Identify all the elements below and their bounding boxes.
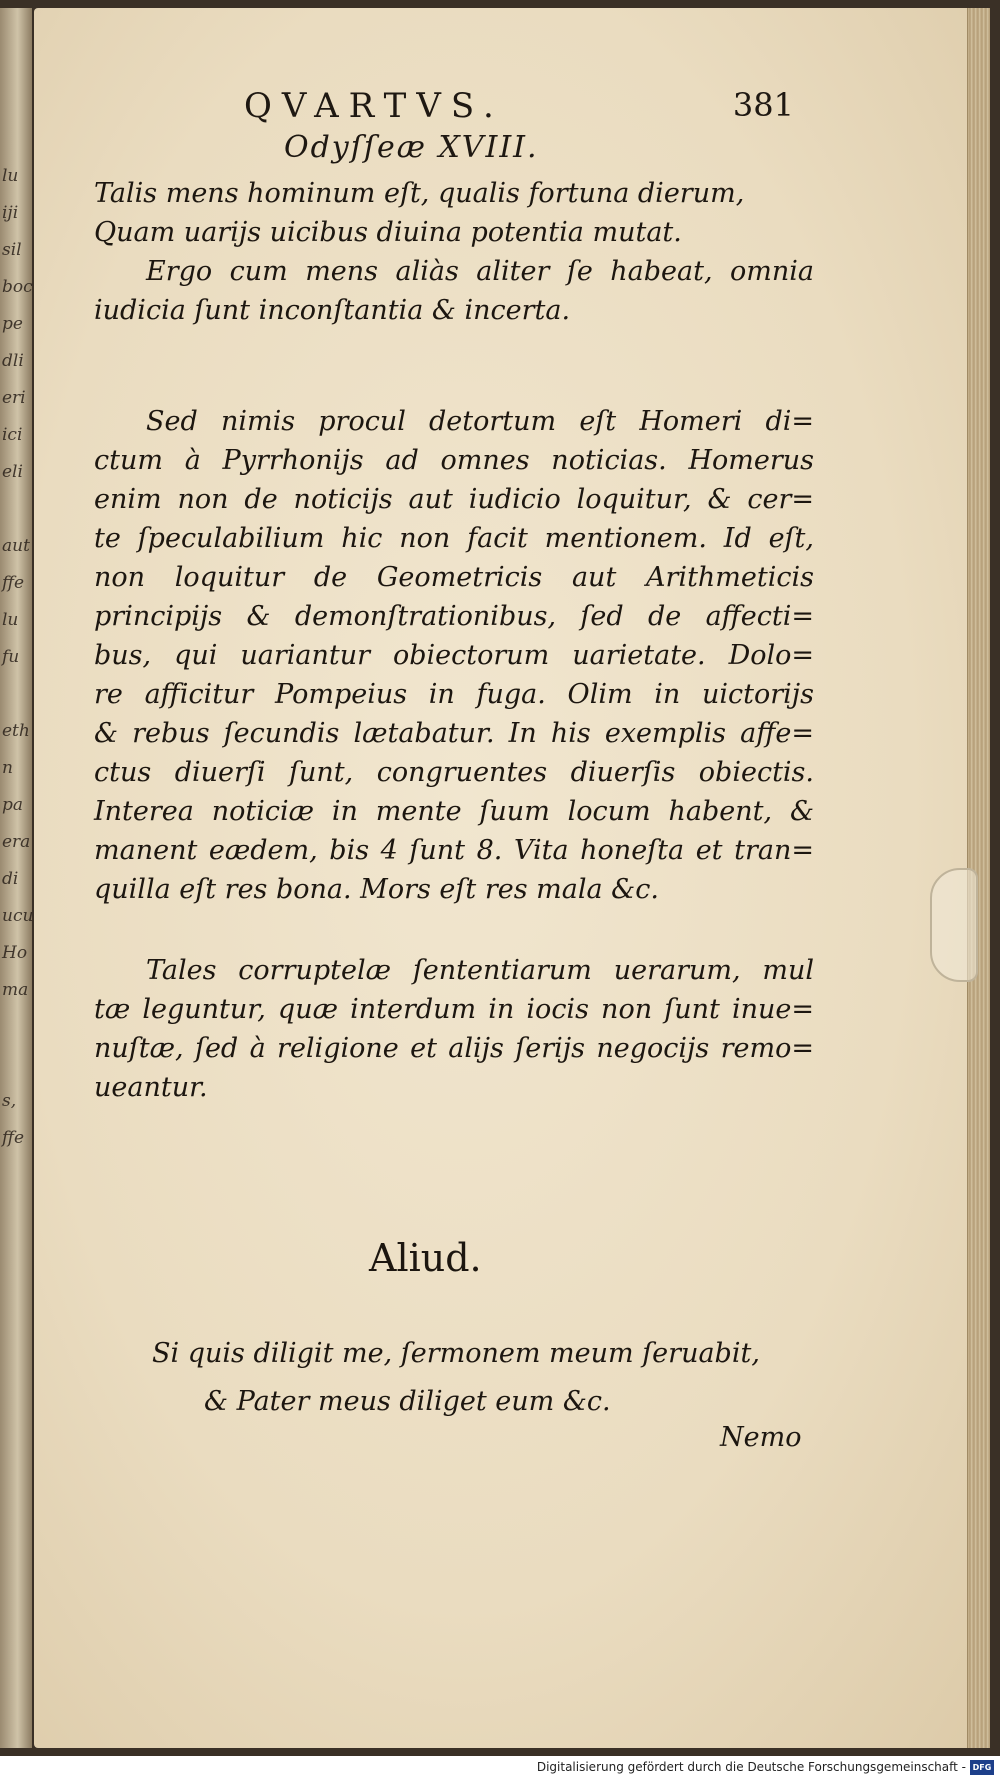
scripture-quote <box>152 1330 812 1426</box>
text-line: non loquitur de Geometricis aut Arithmeticis <box>94 562 814 593</box>
facing-fragment: ucu <box>2 906 34 926</box>
text-line: enim non de noticijs aut iudicio loquitur, & cer= <box>94 484 814 515</box>
page-header <box>214 86 794 136</box>
page-clip <box>930 868 978 982</box>
facing-fragment: sil <box>2 240 22 260</box>
facing-fragment <box>2 676 28 713</box>
facing-fragment: ici <box>2 425 23 445</box>
text-line: quilla eſt res bona. Mors eſt res mala &c. <box>94 874 659 905</box>
facing-fragment: iji <box>2 203 19 223</box>
text-line: iudicia ſunt inconſtantia & incerta. <box>94 295 571 326</box>
verse-quotation <box>94 174 814 252</box>
footer-credit: Digitalisierung gefördert durch die Deutsche Forschungsgemeinschaft - <box>536 1760 966 1774</box>
facing-fragment: s, <box>2 1091 17 1111</box>
paragraph-2 <box>94 402 814 909</box>
text-line: Talis mens hominum eſt, qualis fortuna dierum, <box>94 178 745 209</box>
text-line: manent eædem, bis 4 ſunt 8. Vita honeſta et tran= <box>94 835 814 866</box>
text-line: & Pater meus diliget eum &c. <box>204 1386 611 1417</box>
body-text <box>94 174 814 1107</box>
catchword: Nemo <box>720 1422 802 1453</box>
running-head: QVARTVS. <box>244 86 504 126</box>
facing-fragment: eli <box>2 462 23 482</box>
facing-fragment: ffe <box>2 573 25 593</box>
facing-fragment: eri <box>2 388 26 408</box>
text-line: re afficitur Pompeius in fuga. Olim in uictorijs <box>94 679 814 710</box>
digitization-footer <box>0 1756 1000 1780</box>
facing-page-edge <box>0 8 32 1748</box>
facing-fragment: fu <box>2 647 20 667</box>
text-line: & rebus ſecundis lætabatur. In his exemplis affe= <box>94 718 814 749</box>
facing-fragment <box>2 1009 28 1046</box>
text-line: Ergo cum mens aliàs aliter ſe habeat, omnia <box>146 256 814 287</box>
facing-fragment: ffe <box>2 1128 25 1148</box>
section-heading: Aliud. <box>369 1236 482 1280</box>
facing-fragment: n pa <box>2 758 24 815</box>
text-line: tæ leguntur, quæ interdum in iocis non ſunt inue= <box>94 994 814 1025</box>
text-line: Si quis diligit me, ſermonem meum ſeruabit, <box>152 1338 760 1369</box>
facing-fragment: Ho <box>2 943 28 963</box>
text-line: te ſpeculabilium hic non facit mentionem. Id eſt, <box>94 523 814 554</box>
facing-fragment: pe <box>2 314 23 334</box>
text-line: Tales corruptelæ ſententiarum uerarum, mul <box>146 955 814 986</box>
book-page <box>34 8 990 1748</box>
page-number: 381 <box>732 86 794 124</box>
dfg-logo: DFG <box>970 1760 994 1775</box>
facing-fragment: aut <box>2 536 30 556</box>
text-line: principijs & demonſtrationibus, ſed de affecti= <box>94 601 814 632</box>
facing-fragment <box>2 1046 28 1083</box>
facing-fragment: era <box>2 832 31 852</box>
text-line: Quam uarijs uicibus diuina potentia mutat. <box>94 217 682 248</box>
subheading: Odyſſeæ XVIII. <box>284 130 539 165</box>
paragraph-1 <box>94 252 814 330</box>
text-line: ctus diuerſi ſunt, congruentes diuerſis obiectis. <box>94 757 814 788</box>
facing-fragment: lu <box>2 610 19 630</box>
facing-fragment <box>2 491 28 528</box>
text-line: ueantur. <box>94 1072 208 1103</box>
text-line: ctum à Pyrrhonijs ad omnes noticias. Homerus <box>94 445 814 476</box>
text-line: Sed nimis procul detortum eſt Homeri di= <box>146 406 814 437</box>
text-line: bus, qui uariantur obiectorum uarietate. Dolo= <box>94 640 814 671</box>
paragraph-3 <box>94 951 814 1107</box>
facing-fragment: dli <box>2 351 24 371</box>
facing-fragment: lu <box>2 166 19 186</box>
facing-fragment: boc <box>2 277 33 297</box>
text-line: nuſtæ, ſed à religione et alijs ſerijs negocijs remo= <box>94 1033 814 1064</box>
text-line: Interea noticiæ in mente ſuum locum habent, & <box>94 796 814 827</box>
facing-fragment: ma <box>2 980 29 1000</box>
facing-fragment: eth <box>2 721 30 741</box>
facing-fragment: di <box>2 869 19 889</box>
facing-page-fragments <box>2 158 34 1558</box>
